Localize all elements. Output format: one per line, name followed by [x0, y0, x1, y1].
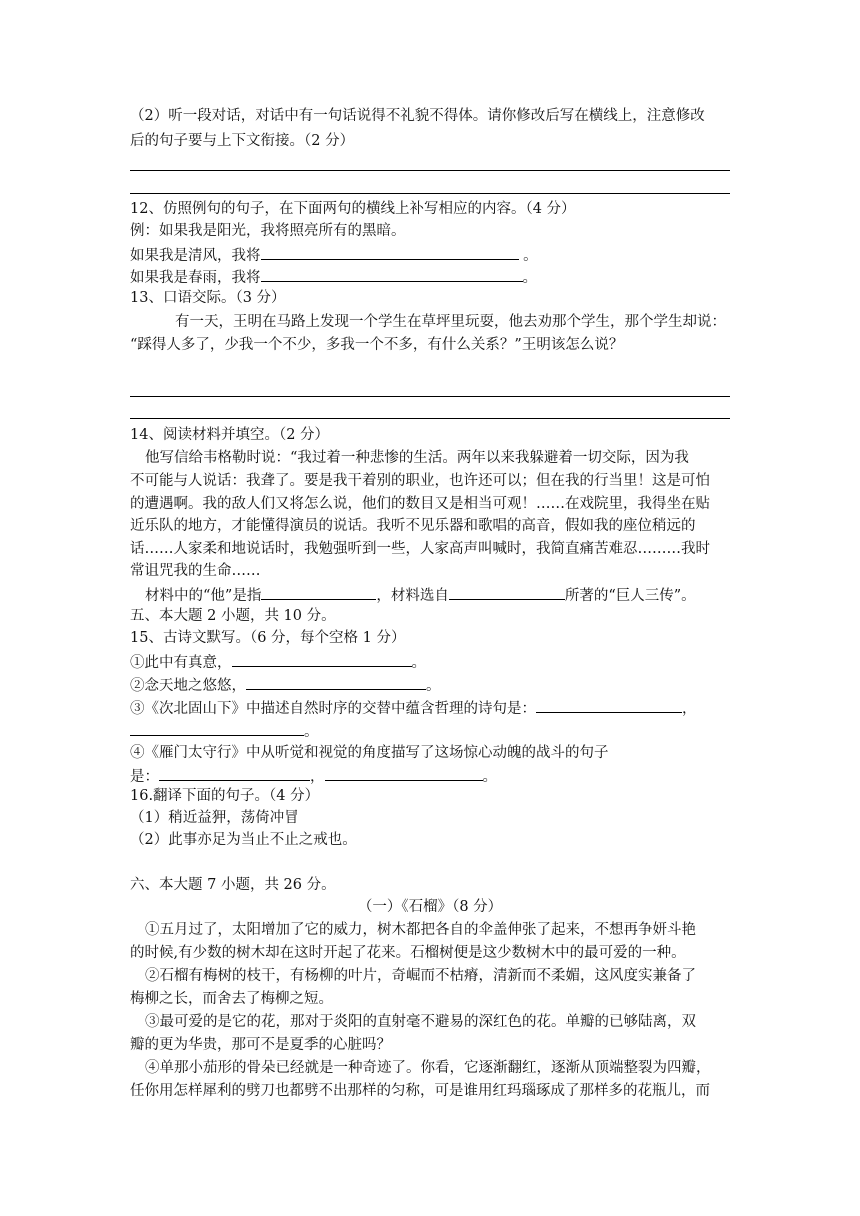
- q12-example: 例：如果我是阳光，我将照亮所有的黑暗。: [130, 223, 406, 239]
- q15-l3-mid: ，: [682, 701, 697, 717]
- passage-heading: （一）《石榴》（8 分）: [357, 899, 503, 915]
- q15-blank-2[interactable]: [246, 674, 426, 690]
- q11-part2-line2: 后的句子要与上下文衔接。（2 分）: [130, 133, 355, 149]
- q14-fill-c: 所著的“巨人三传”。: [564, 588, 696, 604]
- q14-blank-person[interactable]: [261, 584, 376, 600]
- q14-para-line: 常诅咒我的生命……: [130, 563, 261, 579]
- q15-l2-text: ②念天地之悠悠，: [130, 678, 246, 694]
- q15-line-1: [130, 651, 426, 673]
- q12-blank-1[interactable]: [261, 244, 519, 260]
- q16-title: 16.翻译下面的句子。（4 分）: [130, 788, 320, 804]
- passage-line: 的时候,有少数的树木却在这时开起了花来。石榴树便是这少数树木中的最可爱的一种。: [130, 945, 686, 961]
- q14-para-line: 不可能与人说话：我聋了。要是我干着别的职业，也许还可以；但在我的行当里！这是可怕: [130, 473, 710, 489]
- section-5-title: 五、本大题 2 小题，共 10 分。: [130, 608, 336, 624]
- q15-blank-6[interactable]: [325, 765, 483, 781]
- q14-para-line: 他写信给韦格勒时说：“我过着一种悲惨的生活。两年以来我躲避着一切交际，因为我: [145, 450, 689, 466]
- passage-line: ①五月过了，太阳增加了它的威力，树木都把各自的伞盖伸张了起来，不想再争妍斗艳: [145, 922, 696, 938]
- q15-blank-3[interactable]: [536, 697, 682, 713]
- q12-sentence-2: [130, 266, 537, 288]
- q15-l3-end: 。: [304, 724, 319, 740]
- q15-blank-5[interactable]: [159, 765, 310, 781]
- q14-para-line: 的遭遇啊。我的敌人们又将怎么说，他们的数目又是相当可观！……在戏院里，我得坐在贴: [130, 496, 710, 512]
- q12-s2-suffix: 。: [522, 270, 537, 286]
- q15-l4-mid: ，: [310, 769, 325, 785]
- q14-fill-b: ，材料选自: [376, 588, 449, 604]
- q15-l4-end: 。: [482, 769, 497, 785]
- q12-title: 12、仿照例句的句子，在下面两句的横线上补写相应的内容。（4 分）: [130, 201, 576, 217]
- q12-blank-2[interactable]: [261, 266, 523, 282]
- passage-line: ②石榴有梅树的枝干，有杨柳的叶片，奇崛而不枯瘠，清新而不柔媚，这风度实兼备了: [145, 968, 696, 984]
- answer-line[interactable]: [130, 170, 730, 171]
- passage-line: 任你用怎样犀利的劈刀也都劈不出那样的匀称，可是谁用红玛瑙琢成了那样多的花瓶儿，而: [130, 1083, 710, 1099]
- q15-line-4b: [130, 765, 497, 787]
- q13-line2: “踩得人多了，少我一个不少，多我一个不多，有什么关系？”王明该怎么说？: [130, 337, 624, 353]
- section-6-title: 六、本大题 7 小题，共 26 分。: [130, 877, 336, 893]
- q15-l3-text: ③《次北固山下》中描述自然时序的交替中蕴含哲理的诗句是：: [130, 701, 536, 717]
- q15-line-3: [130, 697, 697, 719]
- q14-fill-line: [145, 584, 696, 606]
- q13-title: 13、口语交际。（3 分）: [130, 290, 286, 306]
- q13-line1: 有一天，王明在马路上发现一个学生在草坪里玩耍，他去劝那个学生，那个学生却说：: [175, 314, 726, 330]
- q15-l4b-text: 是：: [130, 769, 159, 785]
- q12-s1-prefix: 如果我是清风，我将: [130, 248, 261, 264]
- answer-line[interactable]: [130, 396, 730, 397]
- q15-title: 15、古诗文默写。（6 分，每个空格 1 分）: [130, 630, 406, 646]
- q15-line-4: ④《雁门太守行》中从听觉和视觉的角度描写了这场惊心动魄的战斗的句子: [130, 745, 609, 761]
- passage-line: 瓣的更为华贵，那可不是夏季的心脏吗？: [130, 1037, 391, 1053]
- q12-s1-suffix: 。: [518, 248, 538, 264]
- passage-line: ④单那小茄形的骨朵已经就是一种奇迹了。你看，它逐渐翻红，逐渐从顶端整裂为四瓣，: [145, 1060, 711, 1076]
- q15-blank-4[interactable]: [130, 720, 304, 736]
- answer-line[interactable]: [130, 193, 730, 194]
- q15-line-3b: [130, 720, 319, 742]
- q15-blank-1[interactable]: [232, 651, 412, 667]
- q16-sentence-1: （1）稍近益狎，荡倚冲冒: [130, 810, 299, 826]
- q14-title: 14、阅读材料并填空。（2 分）: [130, 427, 330, 443]
- q16-sentence-2: （2）此事亦足为当止不止之戒也。: [130, 832, 357, 848]
- answer-line[interactable]: [130, 418, 730, 419]
- q12-sentence-1: [130, 244, 538, 266]
- q15-l1-end: 。: [411, 655, 426, 671]
- q15-l1-text: ①此中有真意，: [130, 655, 232, 671]
- q12-s2-prefix: 如果我是春雨，我将: [130, 270, 261, 286]
- q14-para-line: 近乐队的地方，才能懂得演员的说话。我听不见乐器和歌唱的高音，假如我的座位稍远的: [130, 518, 696, 534]
- passage-line: 梅柳之长，而舍去了梅柳之短。: [130, 991, 333, 1007]
- q15-l2-end: 。: [426, 678, 441, 694]
- q11-part2-line1: （2）听一段对话，对话中有一句话说得不礼貌不得体。请你修改后写在横线上，注意修改: [130, 108, 705, 124]
- q14-para-line: 话……人家柔和地说话时，我勉强听到一些，人家高声叫喊时，我简直痛苦难忍………我时: [130, 541, 710, 557]
- passage-line: ③最可爱的是它的花，那对于炎阳的直射毫不避易的深红色的花。单瓣的已够陆离，双: [145, 1014, 696, 1030]
- q15-line-2: [130, 674, 441, 696]
- q14-blank-author[interactable]: [449, 584, 565, 600]
- q14-fill-a: 材料中的“他”是指: [145, 588, 262, 604]
